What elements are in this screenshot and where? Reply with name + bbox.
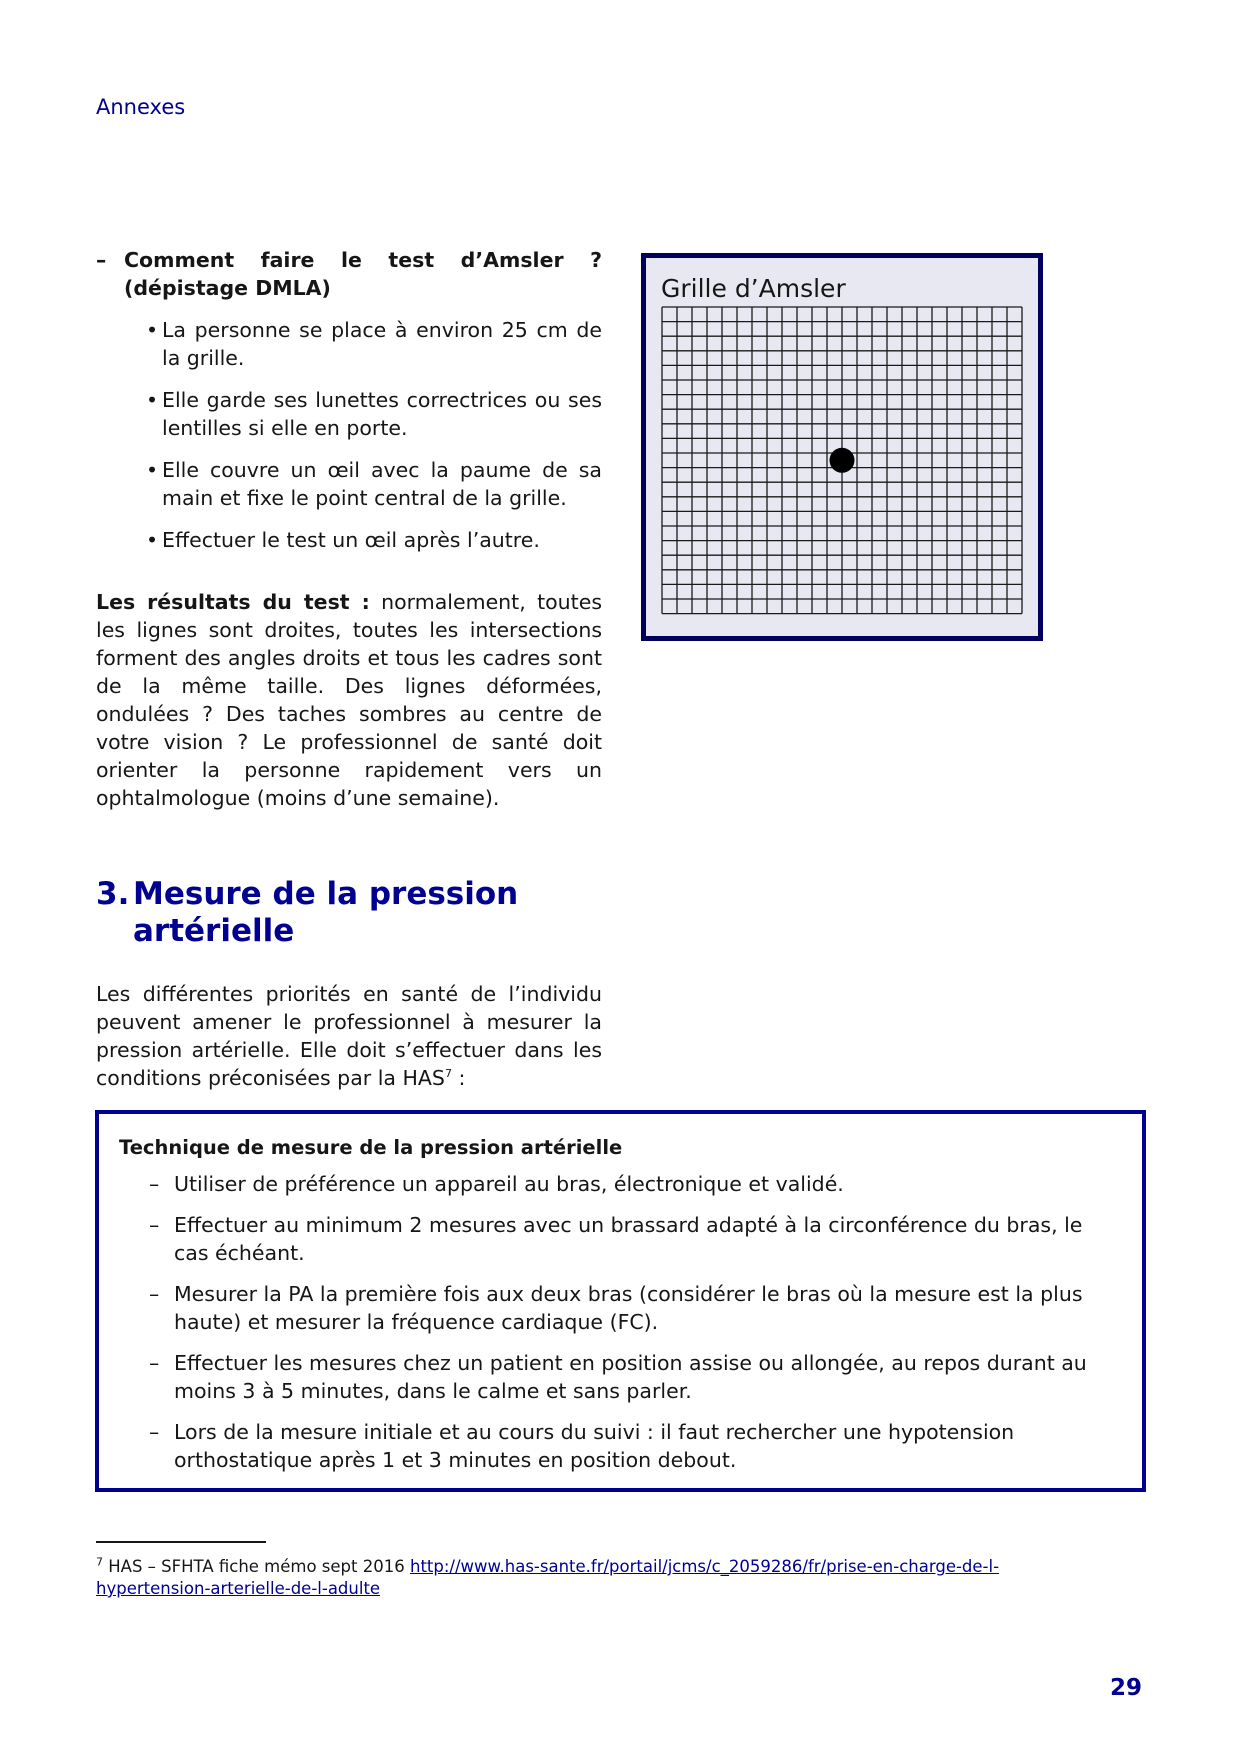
step-text: La personne se place à environ 25 cm de la grille. xyxy=(162,318,602,370)
amsler-grid-figure xyxy=(641,253,1043,641)
list-item xyxy=(149,1418,1109,1474)
bullet-icon: • xyxy=(146,318,159,342)
item-text: Mesurer la PA la première fois aux deux bras (considérer le bras où la mesure est la plus haute) et mesurer la fréquence cardiaque (FC). xyxy=(174,1282,1083,1334)
running-header: Annexes xyxy=(96,95,186,119)
item-text: Effectuer les mesures chez un patient en position assise ou allongée, au repos durant au moins 3 à 5 minutes, dans le calme et sans parler. xyxy=(174,1351,1087,1403)
dash-marker: – xyxy=(149,1282,160,1306)
footnote-link[interactable]: http://www.has-sante.fr/portail/jcms/c_2059286/fr/prise-en-charge-de-l-hypertension-arterielle-de-l-adulte xyxy=(96,1557,1000,1598)
dash-marker: – xyxy=(149,1172,160,1196)
section-heading xyxy=(96,876,518,950)
technique-list xyxy=(149,1170,1109,1487)
step-text: Effectuer le test un œil après l’autre. xyxy=(162,528,540,552)
amsler-question-heading xyxy=(96,246,602,302)
list-item xyxy=(149,1170,1109,1198)
amsler-grid-icon xyxy=(661,306,1025,616)
bullet-icon: • xyxy=(146,388,159,412)
list-item xyxy=(146,316,602,372)
list-item xyxy=(149,1349,1109,1405)
step-text: Elle garde ses lunettes correctrices ou ses lentilles si elle en porte. xyxy=(162,388,602,440)
results-label: Les résultats du test : xyxy=(96,590,370,614)
test-results-paragraph xyxy=(96,588,602,812)
list-item xyxy=(149,1211,1109,1267)
results-text: normalement, toutes les lignes sont droites, toutes les intersections forment des angles droits et tous les cadres sont de la même taille. Des lignes déformées, ondulées ? Des taches sombres au centre de votre vision ? Le professionnel de santé doit orienter la personne rapidement vers un ophtalmologue (moins d’une semaine). xyxy=(96,590,602,810)
item-text: Effectuer au minimum 2 mesures avec un brassard adapté à la circonférence du bras, le cas échéant. xyxy=(174,1213,1083,1265)
dash-marker: – xyxy=(149,1213,160,1237)
footnote-reference[interactable]: 7 xyxy=(444,1067,452,1081)
bullet-icon: • xyxy=(146,528,159,552)
list-item xyxy=(146,526,602,554)
footnote-number: 7 xyxy=(96,1555,103,1569)
footnote-text: HAS – SFHTA fiche mémo sept 2016 xyxy=(103,1557,410,1576)
dash-marker: – xyxy=(149,1420,160,1444)
footnote xyxy=(96,1556,1096,1600)
amsler-steps-list xyxy=(146,316,602,568)
section-intro-paragraph xyxy=(96,980,602,1092)
section-title-line2: artérielle xyxy=(133,913,295,949)
bullet-icon: • xyxy=(146,458,159,482)
list-item xyxy=(146,386,602,442)
page-number: 29 xyxy=(1110,1675,1143,1701)
step-text: Elle couvre un œil avec la paume de sa main et fixe le point central de la grille. xyxy=(162,458,602,510)
dash-marker: – xyxy=(96,248,107,272)
item-text: Lors de la mesure initiale et au cours du suivi : il faut rechercher une hypotension orthostatique après 1 et 3 minutes en position debout. xyxy=(174,1420,1015,1472)
list-item xyxy=(146,456,602,512)
technique-box-title: Technique de mesure de la pression artérielle xyxy=(119,1136,623,1159)
footnote-divider xyxy=(96,1541,266,1543)
section-number: 3. xyxy=(96,876,130,912)
list-item xyxy=(149,1280,1109,1336)
amsler-question-text: Comment faire le test d’Amsler ? (dépistage DMLA) xyxy=(124,248,602,300)
section-title-line1: Mesure de la pression xyxy=(133,876,519,912)
intro-text: Les différentes priorités en santé de l’individu peuvent amener le professionnel à mesurer la pression artérielle. Elle doit s’effectuer dans les conditions préconisées par la HAS xyxy=(96,982,602,1090)
amsler-figure-title: Grille d’Amsler xyxy=(661,274,846,303)
technique-box xyxy=(95,1110,1146,1492)
item-text: Utiliser de préférence un appareil au bras, électronique et validé. xyxy=(174,1172,844,1196)
intro-end: : xyxy=(451,1066,466,1090)
dash-marker: – xyxy=(149,1351,160,1375)
